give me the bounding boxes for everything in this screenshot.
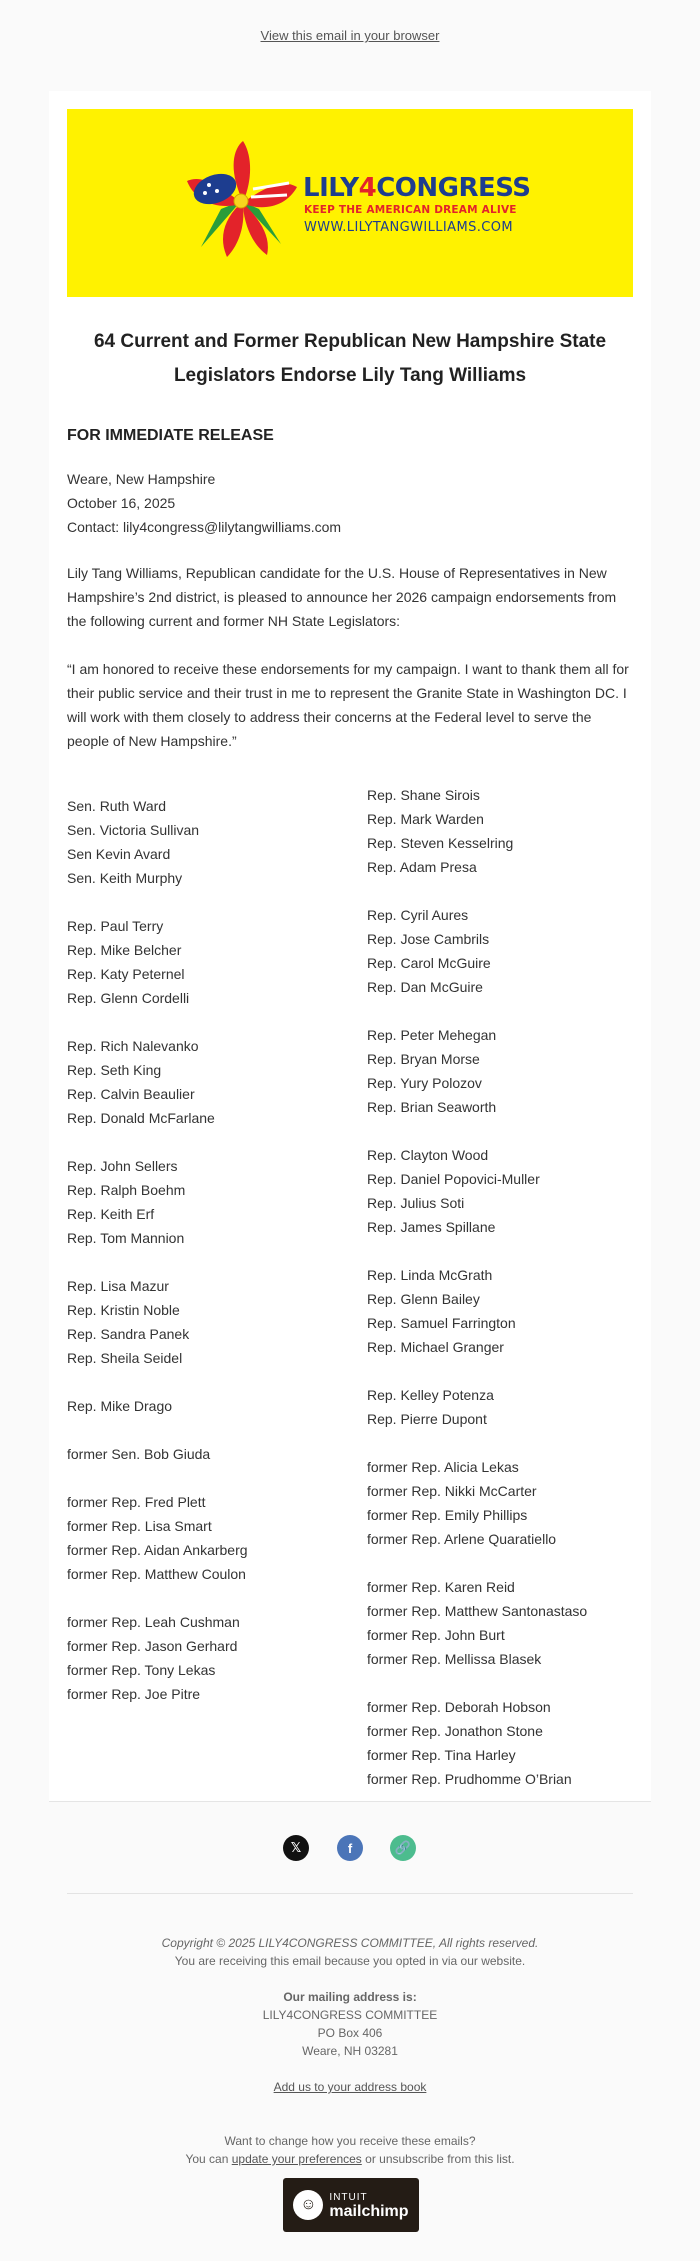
org-name: LILY4CONGRESS COMMITTEE [262,2008,438,2022]
endorsement-group [67,1490,248,1586]
endorsement-group [367,1695,587,1791]
endorser-name: former Rep. John Burt [367,1627,505,1643]
endorser-name: Sen. Keith Murphy [67,870,183,886]
change-question: Want to change how you receive these emails? [224,2134,476,2148]
endorser-name: former Rep. Alicia Lekas [367,1459,519,1475]
endorser-name: Rep. Adam Presa [367,859,477,875]
location: Weare, New Hampshire [67,471,216,487]
endorser-name: former Rep. Tony Lekas [67,1662,216,1678]
endorser-name: Rep. Donald McFarlane [67,1110,215,1126]
endorsement-group [67,1394,248,1418]
logo-url: WWW.LILYTANGWILLIAMS.COM [304,220,513,235]
endorser-name: former Rep. Tina Harley [367,1747,516,1763]
endorsements-left-column [67,794,248,1730]
logo-banner [67,109,633,297]
optin-note: You are receiving this email because you opted in via our website. [174,1954,526,1968]
endorsement-group [367,1023,587,1119]
endorser-name: Rep. Katy Peternel [67,966,185,982]
mailchimp-logo-icon: ☺ [293,2190,323,2220]
endorser-name: former Rep. Joe Pitre [67,1686,201,1702]
endorser-name: Rep. Kristin Noble [67,1302,180,1318]
endorser-name: former Rep. Mellissa Blasek [367,1651,542,1667]
copyright: Copyright © 2025 LILY4CONGRESS COMMITTEE, All rights reserved. [161,1936,539,1950]
endorser-name: former Rep. Emily Phillips [367,1507,528,1523]
endorser-name: Rep. Mark Warden [367,811,484,827]
endorser-name: Rep. Ralph Boehm [67,1182,186,1198]
endorser-name: Rep. Julius Soti [367,1195,465,1211]
endorser-name: Rep. James Spillane [367,1219,496,1235]
endorser-name: Rep. Glenn Bailey [367,1291,480,1307]
endorsement-group [367,1143,587,1239]
endorser-name: Rep. Carol McGuire [367,955,491,971]
endorser-name: former Rep. Jonathon Stone [367,1723,543,1739]
endorser-name: Rep. Lisa Mazur [67,1278,169,1294]
endorsement-group [67,1442,248,1466]
endorsement-group [67,794,248,890]
endorser-name: former Rep. Fred Plett [67,1494,206,1510]
endorser-name: Rep. Keith Erf [67,1206,155,1222]
preferences-line: You can update your preferences or unsubscribe from this list. [185,2152,515,2166]
endorser-name: Sen Kevin Avard [67,846,171,862]
endorsement-group [367,1263,587,1359]
intro-paragraph: Lily Tang Williams, Republican candidate for the U.S. House of Representatives in New Hampshire’s 2nd district, is pleased to announce her 2026 campaign endorsements from the following current and former NH State Legislators: [67,565,617,629]
endorser-name: Rep. Jose Cambrils [367,931,490,947]
link-icon[interactable]: 🔗 [390,1835,416,1861]
x-icon[interactable]: 𝕏 [283,1835,309,1861]
badge-big-text: mailchimp [329,2203,409,2220]
endorser-name: Rep. Shane Sirois [367,787,480,803]
endorser-name: Rep. Tom Mannion [67,1230,185,1246]
candidate-quote: “I am honored to receive these endorsements for my campaign. I want to thank them all for their public service and their trust in me to represent the Granite State in Washington DC. I will work with them closely to address their concerns at the Federal level to serve the people of New Hampshire.” [67,661,629,749]
endorser-name: former Rep. Lisa Smart [67,1518,212,1534]
endorser-name: Rep. Samuel Farrington [367,1315,516,1331]
endorser-name: former Rep. Nikki McCarter [367,1483,537,1499]
endorser-name: Rep. Pierre Dupont [367,1411,487,1427]
endorser-name: Rep. Calvin Beaulier [67,1086,195,1102]
endorser-name: Rep. Steven Kesselring [367,835,514,851]
facebook-icon[interactable]: f [337,1835,363,1861]
footer-divider [67,1893,633,1894]
endorsement-group [67,1154,248,1250]
footer [0,1934,700,2168]
endorsement-group [367,1383,587,1431]
endorser-name: former Rep. Arlene Quaratiello [367,1531,557,1547]
endorser-name: former Rep. Deborah Hobson [367,1699,551,1715]
badge-small-text: INTUIT [329,2192,368,2203]
view-in-browser-link[interactable]: View this email in your browser [260,28,440,43]
lily-flower-icon [181,139,301,263]
endorser-name: Rep. Clayton Wood [367,1147,489,1163]
email-card [49,91,651,1802]
endorser-name: Rep. Linda McGrath [367,1267,493,1283]
endorsement-group [367,1455,587,1551]
endorsement-group [67,1034,248,1130]
city: Weare, NH 03281 [302,2044,398,2058]
endorser-name: Rep. Cyril Aures [367,907,469,923]
social-links [0,1835,700,1861]
logo-tagline: KEEP THE AMERICAN DREAM ALIVE [304,204,517,216]
logo-wordmark: LILY4CONGRESS [303,173,531,203]
endorser-name: Rep. Mike Belcher [67,942,182,958]
endorser-name: Rep. Brian Seaworth [367,1099,497,1115]
endorser-name: Rep. Glenn Cordelli [67,990,190,1006]
mailchimp-badge[interactable] [283,2178,419,2232]
endorsements-right-column [367,783,587,1815]
endorser-name: Rep. Dan McGuire [367,979,483,995]
endorser-name: Sen. Ruth Ward [67,798,167,814]
endorser-name: Sen. Victoria Sullivan [67,822,200,838]
endorser-name: Rep. Rich Nalevanko [67,1038,199,1054]
endorser-name: Rep. Mike Drago [67,1398,173,1414]
endorsement-group [67,1274,248,1370]
endorser-name: Rep. Sandra Panek [67,1326,190,1342]
endorsement-group [367,783,587,879]
headline: 64 Current and Former Republican New Hampshire State Legislators Endorse Lily Tang Williams [93,331,607,386]
endorser-name: former Rep. Jason Gerhard [67,1638,238,1654]
endorser-name: former Rep. Leah Cushman [67,1614,240,1630]
po-box: PO Box 406 [317,2026,383,2040]
endorser-name: Rep. Seth King [67,1062,162,1078]
endorser-name: Rep. Yury Polozov [367,1075,482,1091]
mailing-label: Our mailing address is: [283,1990,417,2004]
endorser-name: Rep. John Sellers [67,1158,178,1174]
address-book-link[interactable]: Add us to your address book [273,2080,427,2094]
endorser-name: former Rep. Matthew Coulon [67,1566,246,1582]
release-meta [67,467,627,539]
endorsement-group [67,1610,248,1706]
endorser-name: former Rep. Matthew Santonastaso [367,1603,588,1619]
endorser-name: Rep. Kelley Potenza [367,1387,494,1403]
endorsement-group [367,903,587,999]
endorsement-group [67,914,248,1010]
contact: Contact: lily4congress@lilytangwilliams.com [67,519,342,535]
endorser-name: former Rep. Karen Reid [367,1579,515,1595]
endorser-name: Rep. Peter Mehegan [367,1027,497,1043]
release-label: FOR IMMEDIATE RELEASE [67,427,274,444]
release-date: October 16, 2025 [67,495,176,511]
endorser-name: Rep. Sheila Seidel [67,1350,183,1366]
endorsement-group [367,1575,587,1671]
endorser-name: Rep. Paul Terry [67,918,164,934]
endorser-name: Rep. Michael Granger [367,1339,504,1355]
endorser-name: Rep. Daniel Popovici-Muller [367,1171,540,1187]
endorser-name: Rep. Bryan Morse [367,1051,480,1067]
endorser-name: former Rep. Prudhomme O’Brian [367,1771,572,1787]
endorser-name: former Rep. Aidan Ankarberg [67,1542,248,1558]
endorser-name: former Sen. Bob Giuda [67,1446,211,1462]
update-preferences-link[interactable]: update your preferences [231,2152,362,2166]
